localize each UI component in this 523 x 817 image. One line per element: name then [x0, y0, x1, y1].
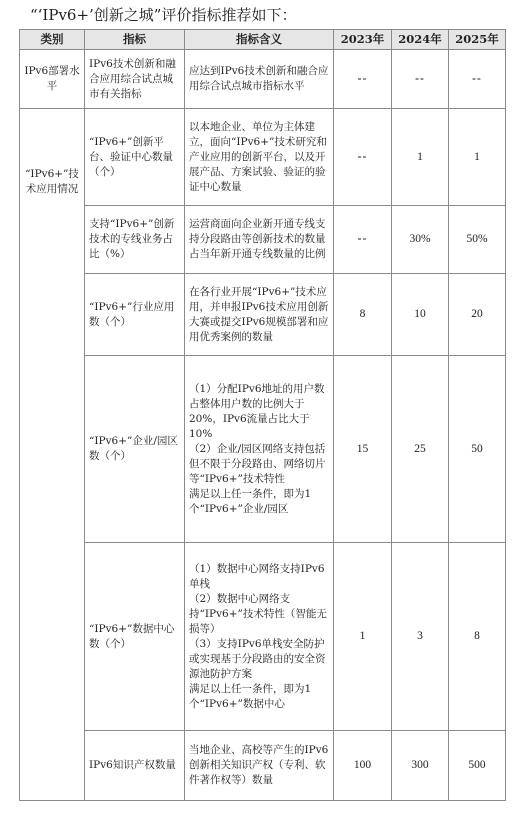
value-2023-cell: 15	[334, 356, 392, 543]
meaning-line: 满足以上任一条件，即为1个“IPv6+”企业/园区	[189, 487, 312, 515]
meaning-cell	[185, 50, 334, 109]
value-2025-cell: 20	[449, 274, 506, 356]
table-header-row	[20, 30, 506, 50]
value-2023-cell: 100	[334, 731, 392, 801]
value-2024-cell: 10	[392, 274, 449, 356]
meaning-cell	[185, 109, 334, 206]
value-2023-cell: --	[334, 109, 392, 206]
meaning-line: （1）数据中心网络支持IPv6单栈	[189, 562, 325, 590]
table-row	[20, 731, 506, 801]
value-2025-cell: 8	[449, 543, 506, 731]
value-2025-cell: 50%	[449, 206, 506, 274]
value-2024-cell: --	[392, 50, 449, 109]
indicator-cell: “IPv6+”行业应用数（个）	[85, 274, 185, 356]
table-row	[20, 206, 506, 274]
header-2024: 2024年	[392, 30, 449, 50]
value-2024-cell: 3	[392, 543, 449, 731]
header-category: 类别	[20, 30, 85, 50]
table-row	[20, 109, 506, 206]
indicator-cell: “IPv6+”创新平台、验证中心数量（个）	[85, 109, 185, 206]
meaning-line: （2）企业/园区网络支持包括但不限于分段路由、网络切片等“IPv6+”技术特性	[189, 442, 326, 485]
table-row	[20, 50, 506, 109]
meaning-cell	[185, 274, 334, 356]
category-cell: “IPv6+”技术应用情况	[20, 109, 85, 801]
meaning-cell	[185, 206, 334, 274]
meaning-cell	[185, 731, 334, 801]
meaning-line: 在各行业开展“IPv6+”技术应用，并申报IPv6技术应用创新大赛或提交IPv6规模部署和应用优秀案例的数量	[189, 285, 329, 343]
meaning-line: 满足以上任一条件，即为1个“IPv6+”数据中心	[189, 682, 312, 710]
value-2023-cell: 8	[334, 274, 392, 356]
table-row	[20, 274, 506, 356]
meaning-line: （2）数据中心网络支持“IPv6+”技术特性（智能无损等）	[189, 592, 327, 635]
meaning-line: 运营商面向企业新开通专线支持分段路由等创新技术的数量占当年新开通专线数量的比例	[189, 218, 326, 260]
header-2025: 2025年	[449, 30, 506, 50]
meaning-line: 当地企业、高校等产生的IPv6创新相关知识产权（专利、软件著作权等）数量	[189, 744, 329, 786]
category-cell: IPv6部署水平	[20, 50, 85, 109]
value-2023-cell: --	[334, 50, 392, 109]
header-indicator: 指标	[85, 30, 185, 50]
indicator-cell: IPv6知识产权数量	[85, 731, 185, 801]
value-2025-cell: 50	[449, 356, 506, 543]
header-2023: 2023年	[334, 30, 392, 50]
value-2023-cell: --	[334, 206, 392, 274]
meaning-line: （3）支持IPv6单栈安全防护或实现基于分段路由的安全资源池防护方案	[189, 637, 326, 680]
indicator-cell: IPv6技术创新和融合应用综合试点城市有关指标	[85, 50, 185, 109]
indicator-cell: “IPv6+”数据中心数（个）	[85, 543, 185, 731]
value-2023-cell: 1	[334, 543, 392, 731]
value-2024-cell: 25	[392, 356, 449, 543]
meaning-cell	[185, 356, 334, 543]
table-row	[20, 543, 506, 731]
value-2024-cell: 30%	[392, 206, 449, 274]
table-row	[20, 356, 506, 543]
meaning-cell	[185, 543, 334, 731]
indicator-table	[19, 29, 506, 801]
value-2025-cell: 500	[449, 731, 506, 801]
value-2025-cell: 1	[449, 109, 506, 206]
value-2024-cell: 1	[392, 109, 449, 206]
value-2024-cell: 300	[392, 731, 449, 801]
meaning-line: （1）分配IPv6地址的用户数占整体用户数的比例大于20%，IPv6流量占比大于10%	[189, 382, 325, 440]
header-meaning: 指标含义	[185, 30, 334, 50]
page-title: “‘IPv6+’创新之城”评价指标推荐如下：	[30, 6, 297, 24]
value-2025-cell: --	[449, 50, 506, 109]
meaning-line: 以本地企业、单位为主体建立，面向“IPv6+”技术研究和产业应用的创新平台，以及开展产品、方案试验、验证的验证中心数量	[189, 120, 327, 193]
indicator-cell: 支持“IPv6+”创新技术的专线业务占比（%）	[85, 206, 185, 274]
indicator-cell: “IPv6+”企业/园区数（个）	[85, 356, 185, 543]
meaning-line: 应达到IPv6技术创新和融合应用综合试点城市指标水平	[189, 65, 329, 92]
